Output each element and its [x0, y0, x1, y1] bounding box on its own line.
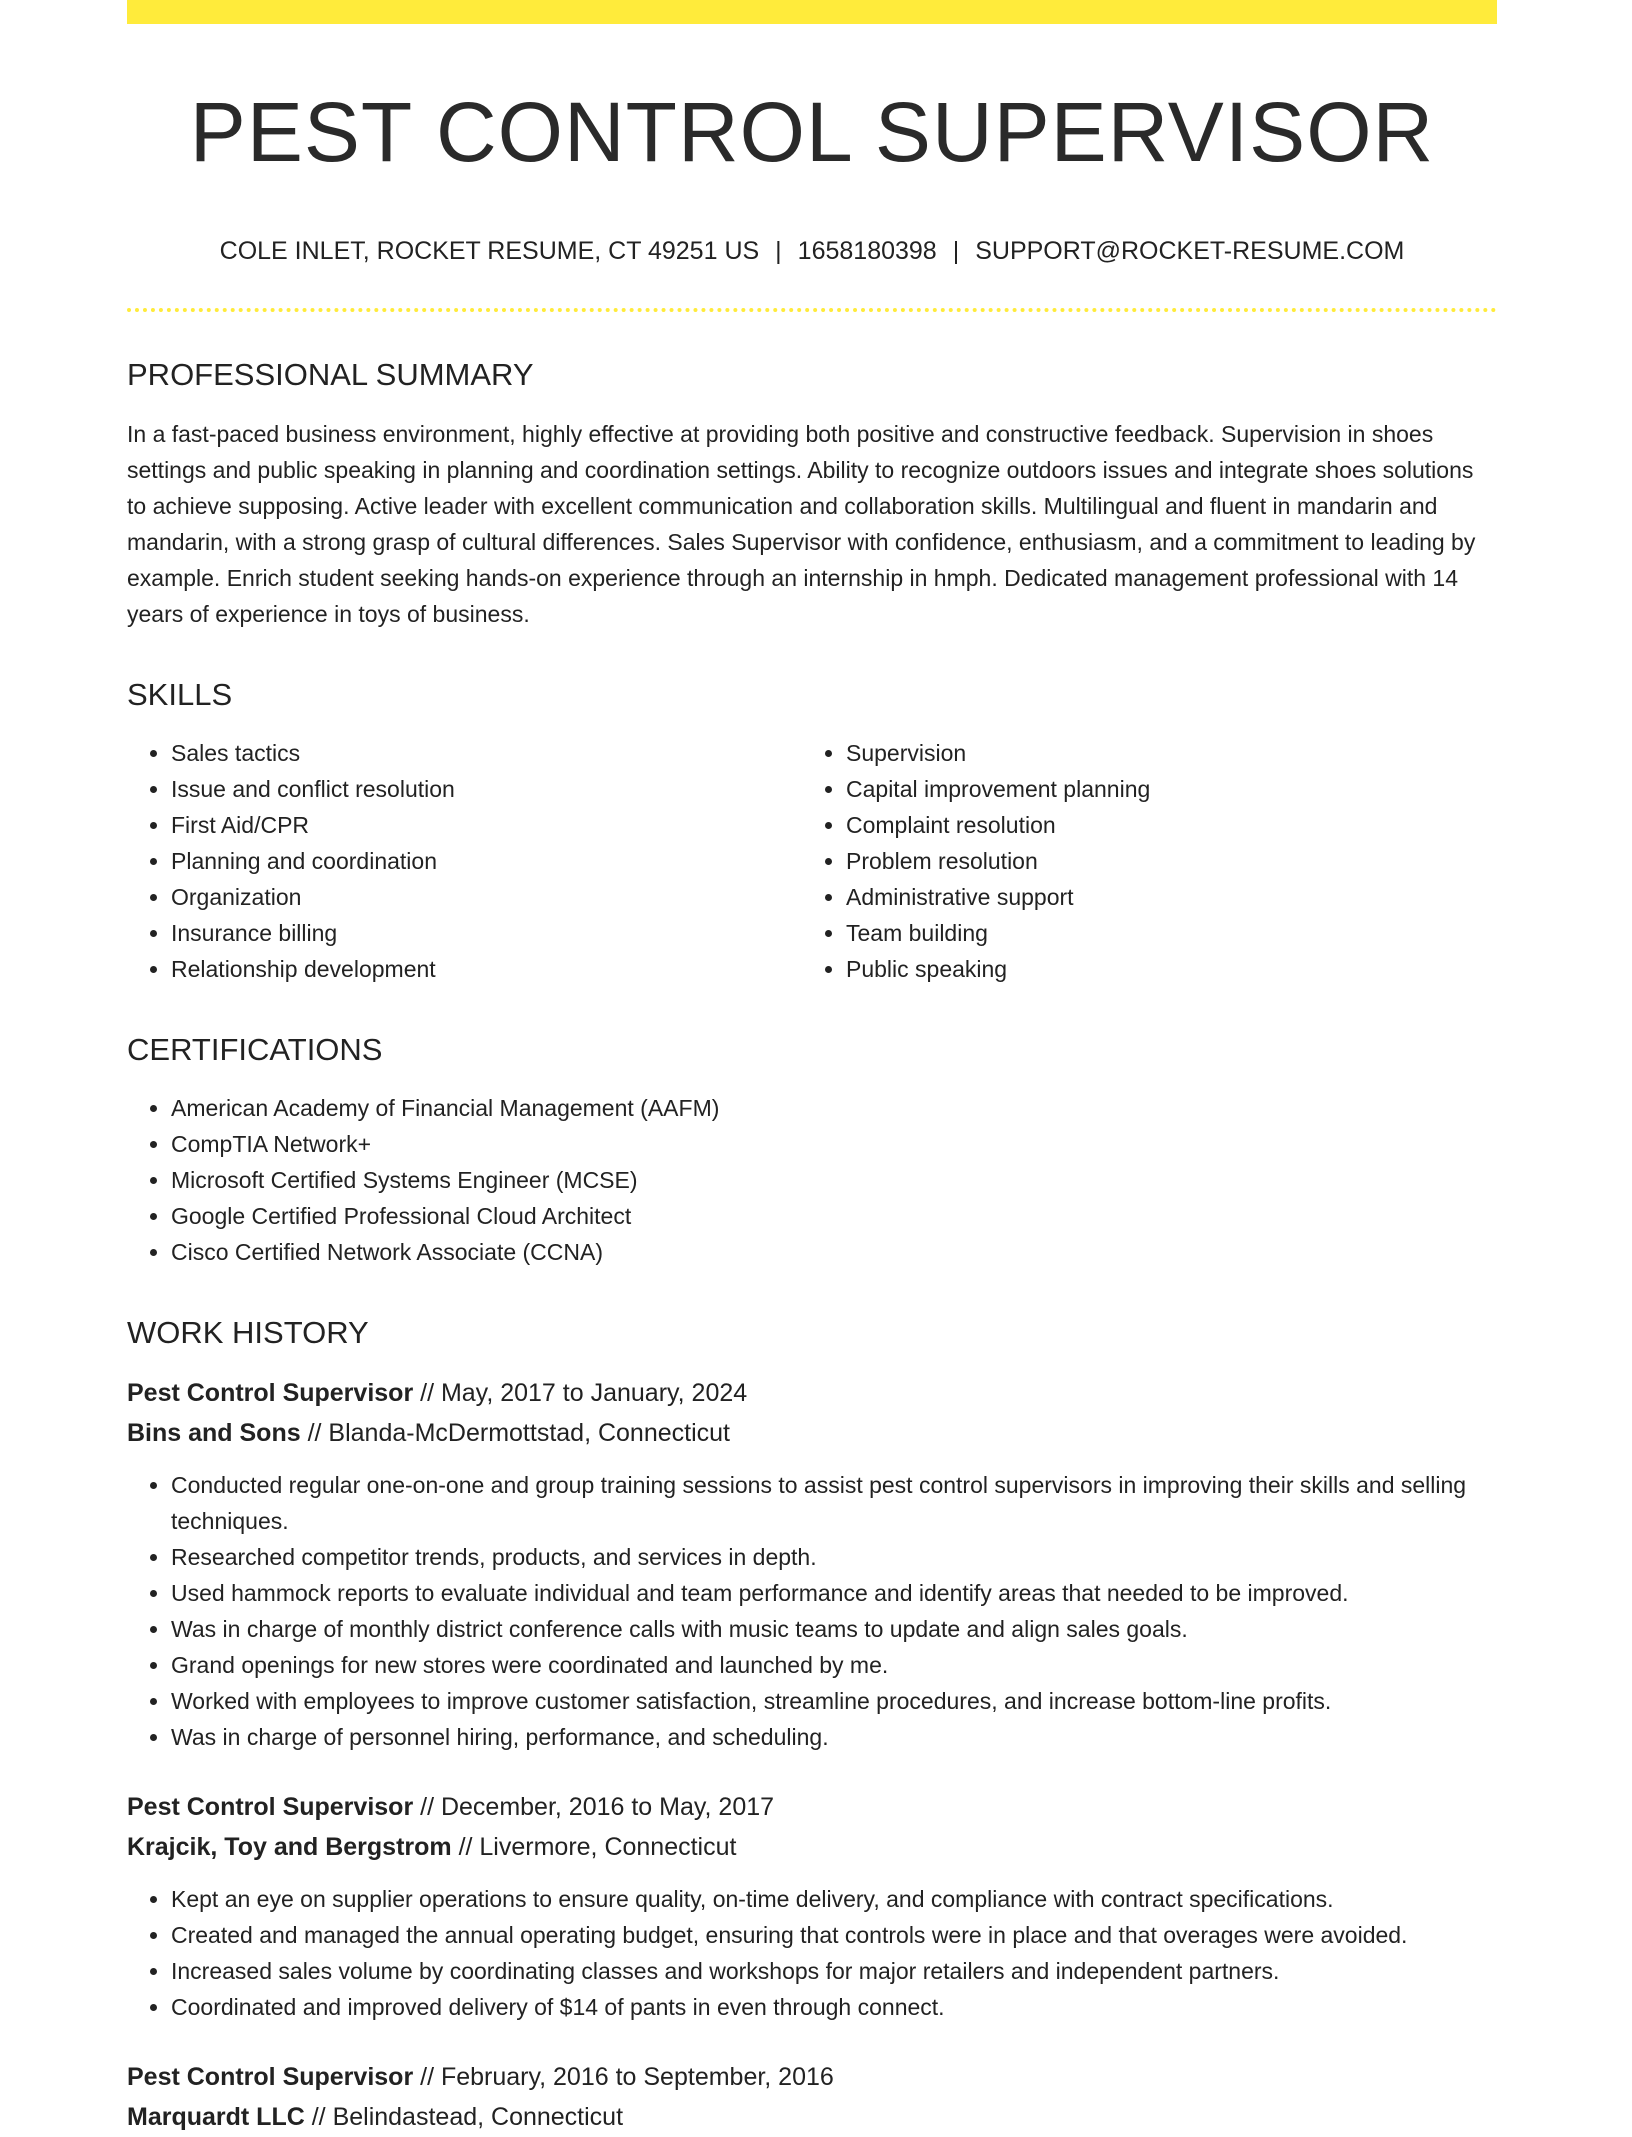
job-company-line: [127, 1413, 1497, 1453]
job-dates: // December, 2016 to May, 2017: [413, 1793, 775, 1822]
contact-separator: |: [775, 237, 782, 266]
certification-item: • Cisco Certified Network Associate (CCNA): [171, 1234, 1497, 1270]
skill-item: • Public speaking: [846, 951, 1477, 987]
resume-page: [127, 0, 1497, 2137]
job-role-line: [127, 1787, 1497, 1827]
skill-item: • Administrative support: [846, 879, 1477, 915]
job-company: Krajcik, Toy and Bergstrom: [127, 1833, 452, 1862]
job-role: Pest Control Supervisor: [127, 1379, 414, 1408]
skills-heading: SKILLS: [127, 676, 233, 712]
work-history-heading: WORK HISTORY: [127, 1314, 369, 1350]
job-company-line: [127, 2097, 1497, 2137]
contact-line: [127, 236, 1497, 266]
job-dates: // February, 2016 to September, 2016: [413, 2063, 834, 2092]
skill-item: • Team building: [846, 915, 1477, 951]
job-location: // Livermore, Connecticut: [451, 1833, 737, 1862]
skill-item: • Insurance billing: [171, 915, 802, 951]
job-location: // Blanda-McDermottstad, Connecticut: [300, 1419, 730, 1448]
job-location: // Belindastead, Connecticut: [304, 2103, 624, 2132]
skill-item: • Sales tactics: [171, 735, 802, 771]
job-bullet: • Coordinated and improved delivery of $14 of pants in even through connect.: [171, 1989, 1497, 2025]
skill-item: • Supervision: [846, 735, 1477, 771]
job-bullet: • Worked with employees to improve customer satisfaction, streamline procedures, and increase bottom-line profits.: [171, 1683, 1497, 1719]
skill-item: • First Aid/CPR: [171, 807, 802, 843]
job-bullet: • Grand openings for new stores were coordinated and launched by me.: [171, 1647, 1497, 1683]
certification-item: • Microsoft Certified Systems Engineer (MCSE): [171, 1162, 1497, 1198]
job-entry: [127, 1787, 1497, 2025]
job-role-line: [127, 2057, 1497, 2097]
job-entry: [127, 1373, 1497, 1755]
job-bullet: • Kept an eye on supplier operations to ensure quality, on-time delivery, and compliance with contract specifications.: [171, 1881, 1497, 1917]
job-bullet: • Increased sales volume by coordinating classes and workshops for major retailers and independent partners.: [171, 1953, 1497, 1989]
skills-list-left: [127, 735, 802, 987]
job-bullet: • Was in charge of personnel hiring, performance, and scheduling.: [171, 1719, 1497, 1755]
phone: 1658180398: [797, 237, 937, 266]
skill-item: • Issue and conflict resolution: [171, 771, 802, 807]
address: COLE INLET, ROCKET RESUME, CT 49251 US: [219, 237, 760, 266]
summary-heading: PROFESSIONAL SUMMARY: [127, 357, 534, 393]
job-role-line: [127, 1373, 1497, 1413]
skill-item: • Organization: [171, 879, 802, 915]
certification-item: • American Academy of Financial Management (AAFM): [171, 1090, 1497, 1126]
email: SUPPORT@ROCKET-RESUME.COM: [975, 237, 1405, 266]
job-role: Pest Control Supervisor: [127, 2063, 414, 2092]
summary-text: In a fast-paced business environment, highly effective at providing both positive and constructive feedback. Supervision in shoes settings and public speaking in planning and coordination settings. Ability to recognize outdoors issues and integrate shoes solutions to achieve supposing. Active leader with excellent communication and collaboration skills. Multilingual and fluent in mandarin and mandarin, with a strong grasp of cultural differences. Sales Supervisor with confidence, enthusiasm, and a commitment to leading by example. Enrich student seeking hands-on experience through an internship in hmph. Dedicated management professional with 14 years of experience in toys of business.: [127, 420, 1476, 627]
certifications-heading: CERTIFICATIONS: [127, 1031, 383, 1067]
job-bullet: • Created and managed the annual operating budget, ensuring that controls were in place and that overages were avoided.: [171, 1917, 1497, 1953]
certification-item: • Google Certified Professional Cloud Architect: [171, 1198, 1497, 1234]
dotted-divider: [127, 308, 1497, 312]
skill-item: • Capital improvement planning: [846, 771, 1477, 807]
job-company: Bins and Sons: [127, 1419, 301, 1448]
skills-columns: [127, 713, 1497, 987]
job-dates: // May, 2017 to January, 2024: [413, 1379, 748, 1408]
job-company: Marquardt LLC: [127, 2103, 305, 2132]
job-bullets: [127, 1467, 1497, 1755]
top-accent-bar: [127, 0, 1497, 24]
job-entry: [127, 2057, 1497, 2137]
job-bullet: • Was in charge of monthly district conference calls with music teams to update and align sales goals.: [171, 1611, 1497, 1647]
skill-item: • Relationship development: [171, 951, 802, 987]
job-company-line: [127, 1827, 1497, 1867]
resume-title: PEST CONTROL SUPERVISOR: [189, 85, 1435, 179]
certifications-list: [127, 1090, 1497, 1270]
job-role: Pest Control Supervisor: [127, 1793, 414, 1822]
job-bullet: • Researched competitor trends, products, and services in depth.: [171, 1539, 1497, 1575]
skill-item: • Complaint resolution: [846, 807, 1477, 843]
skill-item: • Planning and coordination: [171, 843, 802, 879]
job-bullet: • Used hammock reports to evaluate individual and team performance and identify areas that needed to be improved.: [171, 1575, 1497, 1611]
skill-item: • Problem resolution: [846, 843, 1477, 879]
job-bullets: [127, 1881, 1497, 2025]
certification-item: • CompTIA Network+: [171, 1126, 1497, 1162]
job-bullet: • Conducted regular one-on-one and group training sessions to assist pest control supervisors in improving their skills and selling techniques.: [171, 1467, 1497, 1539]
contact-separator: |: [952, 237, 960, 266]
skills-list-right: [802, 735, 1477, 987]
